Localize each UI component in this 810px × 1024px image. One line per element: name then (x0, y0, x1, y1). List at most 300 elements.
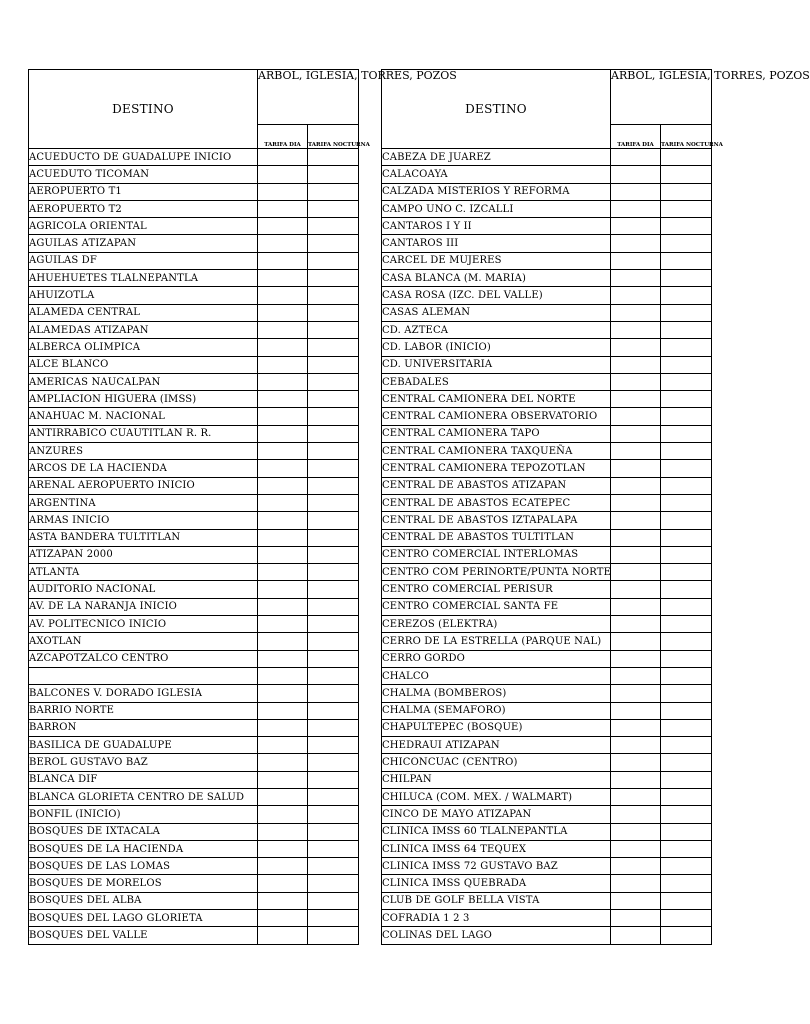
table-row (29, 443, 359, 460)
destination-name: BARRON (29, 719, 258, 736)
tarifa-dia-cell (611, 546, 661, 563)
destination-name: CHALMA (BOMBEROS) (382, 685, 611, 702)
tarifa-nocturna-cell (308, 892, 359, 909)
destination-name: CENTRO COMERCIAL SANTA FE (382, 598, 611, 615)
destination-name: ALAMEDAS ATIZAPAN (29, 321, 258, 338)
destination-name: ARMAS INICIO (29, 512, 258, 529)
tarifa-nocturna-cell (308, 719, 359, 736)
table-row (382, 252, 712, 269)
table-row (382, 702, 712, 719)
table-row (29, 598, 359, 615)
tarifa-dia-cell (258, 667, 308, 684)
tarifa-nocturna-cell (661, 650, 712, 667)
tarifa-nocturna-cell (308, 616, 359, 633)
tarifa-nocturna-cell (661, 391, 712, 408)
destination-name: AHUEHUETES TLALNEPANTLA (29, 270, 258, 287)
destination-name: CENTRO COMERCIAL PERISUR (382, 581, 611, 598)
destination-name: AHUIZOTLA (29, 287, 258, 304)
tarifa-dia-cell (258, 460, 308, 477)
tarifa-dia-cell (258, 166, 308, 183)
destination-name: ASTA BANDERA TULTITLAN (29, 529, 258, 546)
tarifa-nocturna-cell (308, 408, 359, 425)
table-row (29, 183, 359, 200)
tarifa-dia-cell (611, 443, 661, 460)
tarifa-dia-cell (258, 823, 308, 840)
destination-name: ANZURES (29, 443, 258, 460)
tarifa-dia-cell (258, 512, 308, 529)
destination-name: CENTRAL CAMIONERA TAPO (382, 425, 611, 442)
tarifa-dia-cell (611, 667, 661, 684)
destination-name: CHICONCUAC (CENTRO) (382, 754, 611, 771)
table-row (382, 737, 712, 754)
tarifa-dia-cell (258, 304, 308, 321)
tarifa-dia-cell (258, 149, 308, 166)
table-row (29, 512, 359, 529)
tarifa-dia-cell (611, 183, 661, 200)
table-row (29, 633, 359, 650)
destination-name: BOSQUES DE LA HACIENDA (29, 840, 258, 857)
tarifa-nocturna-cell (308, 373, 359, 390)
tarifa-dia-cell (611, 425, 661, 442)
destination-name: BLANCA GLORIETA CENTRO DE SALUD (29, 788, 258, 805)
tarifa-dia-cell (611, 304, 661, 321)
tarifa-nocturna-cell (308, 287, 359, 304)
tarifa-nocturna-cell (661, 166, 712, 183)
tarifa-dia-cell (611, 564, 661, 581)
destination-name: CLINICA IMSS QUEBRADA (382, 875, 611, 892)
table-row (382, 235, 712, 252)
table-row (29, 788, 359, 805)
table-body (29, 149, 359, 945)
destination-name: CANTAROS I Y II (382, 218, 611, 235)
tarifa-nocturna-cell (661, 460, 712, 477)
tarifa-nocturna-cell (661, 598, 712, 615)
table-row (382, 581, 712, 598)
table-row (382, 200, 712, 217)
destination-name: CHILPAN (382, 771, 611, 788)
destination-name: CHALCO (382, 667, 611, 684)
tarifa-nocturna-cell (661, 252, 712, 269)
table-row (382, 149, 712, 166)
tarifa-nocturna-cell (308, 339, 359, 356)
table-body (382, 149, 712, 945)
destination-name: CERRO GORDO (382, 650, 611, 667)
tarifa-dia-cell (611, 339, 661, 356)
table-row (29, 737, 359, 754)
destination-name: AEROPUERTO T2 (29, 200, 258, 217)
tarifa-nocturna-cell (308, 166, 359, 183)
destino-header: DESTINO (29, 70, 258, 149)
tarifa-nocturna-cell (661, 685, 712, 702)
tarifa-dia-cell (611, 494, 661, 511)
tarifa-dia-cell (611, 650, 661, 667)
destination-name: ALCE BLANCO (29, 356, 258, 373)
destination-name: ALAMEDA CENTRAL (29, 304, 258, 321)
destination-name: CASA ROSA (IZC. DEL VALLE) (382, 287, 611, 304)
table-row (382, 633, 712, 650)
destination-name: CHEDRAUI ATIZAPAN (382, 737, 611, 754)
table-row (382, 927, 712, 944)
tarifa-dia-cell (258, 339, 308, 356)
destination-name: CENTRAL DE ABASTOS ATIZAPAN (382, 477, 611, 494)
table-row (29, 287, 359, 304)
tarifa-nocturna-header: TARIFA NOCTURNA (308, 125, 359, 149)
table-row (29, 910, 359, 927)
tarifa-nocturna-cell (661, 373, 712, 390)
tarifa-dia-cell (258, 270, 308, 287)
tarifa-dia-cell (611, 166, 661, 183)
tarifa-dia-cell (258, 235, 308, 252)
table-row (382, 598, 712, 615)
tarifa-nocturna-cell (661, 719, 712, 736)
destination-name: BLANCA DIF (29, 771, 258, 788)
table-row (382, 840, 712, 857)
table-row (382, 512, 712, 529)
tarifa-nocturna-cell (308, 737, 359, 754)
tarifa-nocturna-cell (661, 771, 712, 788)
table-row (29, 719, 359, 736)
table-row (29, 667, 359, 684)
table-row (382, 754, 712, 771)
tarifa-nocturna-cell (308, 927, 359, 944)
table-row (29, 564, 359, 581)
tarifa-dia-cell (611, 218, 661, 235)
table-row (382, 166, 712, 183)
tarifa-dia-cell (611, 373, 661, 390)
destination-name: BOSQUES DE LAS LOMAS (29, 858, 258, 875)
table-row (382, 270, 712, 287)
tarifa-dia-cell (258, 840, 308, 857)
destination-name (29, 667, 258, 684)
tarifa-dia-cell (258, 754, 308, 771)
destination-name: AEROPUERTO T1 (29, 183, 258, 200)
tarifa-dia-cell (611, 270, 661, 287)
table-row (382, 823, 712, 840)
tarifa-nocturna-cell (661, 408, 712, 425)
tarifa-dia-header: TARIFA DIA (258, 125, 308, 149)
tarifa-nocturna-cell (308, 702, 359, 719)
table-row (382, 771, 712, 788)
destination-name: AV. DE LA NARANJA INICIO (29, 598, 258, 615)
tarifa-dia-cell (611, 875, 661, 892)
destination-name: CENTRAL CAMIONERA DEL NORTE (382, 391, 611, 408)
destination-name: AGUILAS DF (29, 252, 258, 269)
table-row (29, 425, 359, 442)
tarifa-dia-cell (258, 529, 308, 546)
tarifa-nocturna-cell (308, 685, 359, 702)
tarifa-dia-cell (258, 616, 308, 633)
tarifa-dia-cell (258, 581, 308, 598)
tariff-table (381, 69, 810, 945)
table-row (29, 927, 359, 944)
tarifa-nocturna-cell (308, 771, 359, 788)
tarifa-dia-cell (611, 529, 661, 546)
tarifa-dia-cell (258, 806, 308, 823)
table-row (382, 667, 712, 684)
tarifa-nocturna-cell (661, 287, 712, 304)
tarifa-nocturna-cell (661, 633, 712, 650)
tarifa-dia-cell (258, 927, 308, 944)
table-row (29, 235, 359, 252)
tarifa-nocturna-cell (661, 858, 712, 875)
table-row (29, 650, 359, 667)
table-row (29, 771, 359, 788)
table-row (29, 581, 359, 598)
tarifa-dia-cell (258, 183, 308, 200)
tarifa-nocturna-cell (661, 910, 712, 927)
table-row (382, 546, 712, 563)
tarifa-nocturna-cell (661, 443, 712, 460)
destination-name: CENTRAL CAMIONERA OBSERVATORIO (382, 408, 611, 425)
destination-name: ARENAL AEROPUERTO INICIO (29, 477, 258, 494)
table-row (29, 149, 359, 166)
tarifa-dia-cell (258, 252, 308, 269)
tarifa-dia-cell (611, 737, 661, 754)
tarifa-nocturna-cell (308, 633, 359, 650)
destination-name: BOSQUES DEL VALLE (29, 927, 258, 944)
tarifa-dia-cell (611, 512, 661, 529)
destination-name: COLINAS DEL LAGO (382, 927, 611, 944)
tarifa-nocturna-cell (308, 546, 359, 563)
destination-name: BONFIL (INICIO) (29, 806, 258, 823)
tarifa-nocturna-cell (661, 875, 712, 892)
table-row (382, 408, 712, 425)
destination-name: CERRO DE LA ESTRELLA (PARQUE NAL) (382, 633, 611, 650)
tarifa-nocturna-cell (308, 564, 359, 581)
table-row (382, 875, 712, 892)
destination-name: ACUEDUCTO DE GUADALUPE INICIO (29, 149, 258, 166)
destination-name: CAMPO UNO C. IZCALLI (382, 200, 611, 217)
tarifa-dia-cell (258, 598, 308, 615)
table-row (29, 892, 359, 909)
tarifa-nocturna-cell (308, 823, 359, 840)
tarifa-nocturna-cell (661, 235, 712, 252)
tarifa-nocturna-cell (661, 737, 712, 754)
tarifa-dia-cell (258, 373, 308, 390)
tarifa-nocturna-cell (308, 529, 359, 546)
table-row (382, 858, 712, 875)
tarifa-nocturna-cell (308, 910, 359, 927)
table-row (29, 494, 359, 511)
table-row (382, 356, 712, 373)
tarifa-dia-cell (258, 425, 308, 442)
destination-name: AMPLIACION HIGUERA (IMSS) (29, 391, 258, 408)
tarifa-nocturna-cell (661, 321, 712, 338)
tarifa-dia-cell (258, 443, 308, 460)
table-row (382, 564, 712, 581)
destination-name: AZCAPOTZALCO CENTRO (29, 650, 258, 667)
tarifa-nocturna-cell (308, 183, 359, 200)
table-row (29, 529, 359, 546)
destination-name: COFRADIA 1 2 3 (382, 910, 611, 927)
tarifa-dia-cell (611, 633, 661, 650)
tarifa-nocturna-cell (661, 564, 712, 581)
tarifa-nocturna-cell (661, 494, 712, 511)
tarifa-nocturna-cell (661, 892, 712, 909)
tarifa-nocturna-cell (308, 667, 359, 684)
table-row (29, 702, 359, 719)
table-row (29, 339, 359, 356)
destination-name: CLUB DE GOLF BELLA VISTA (382, 892, 611, 909)
destination-name: BARRIO NORTE (29, 702, 258, 719)
tarifa-nocturna-cell (661, 806, 712, 823)
tarifa-nocturna-cell (661, 840, 712, 857)
tarifa-dia-cell (611, 252, 661, 269)
table-row (29, 218, 359, 235)
tarifa-dia-cell (611, 477, 661, 494)
table-row (382, 287, 712, 304)
tarifa-dia-cell (258, 771, 308, 788)
tarifa-dia-cell (611, 719, 661, 736)
tarifa-nocturna-cell (308, 218, 359, 235)
tarifa-nocturna-cell (308, 391, 359, 408)
tarifa-nocturna-cell (308, 149, 359, 166)
tarifa-nocturna-cell (661, 667, 712, 684)
tarifa-nocturna-cell (661, 581, 712, 598)
tarifa-dia-cell (611, 806, 661, 823)
tarifa-nocturna-cell (661, 788, 712, 805)
destino-header: DESTINO (382, 70, 611, 149)
destination-name: ARGENTINA (29, 494, 258, 511)
tarifa-dia-cell (611, 823, 661, 840)
table-row (29, 823, 359, 840)
table-row (29, 685, 359, 702)
destination-name: CD. AZTECA (382, 321, 611, 338)
tarifa-dia-cell (258, 650, 308, 667)
table-row (382, 460, 712, 477)
tarifa-dia-cell (611, 149, 661, 166)
table-row (29, 252, 359, 269)
table-row (382, 650, 712, 667)
destination-name: CD. LABOR (INICIO) (382, 339, 611, 356)
tarifa-nocturna-cell (308, 581, 359, 598)
tarifa-dia-cell (258, 858, 308, 875)
tarifa-dia-cell (258, 321, 308, 338)
table-row (382, 719, 712, 736)
tarifa-dia-cell (258, 356, 308, 373)
tarifa-nocturna-cell (661, 183, 712, 200)
destination-name: CD. UNIVERSITARIA (382, 356, 611, 373)
tariff-table-right (381, 69, 810, 945)
table-row (382, 529, 712, 546)
tarifa-nocturna-cell (661, 149, 712, 166)
table-row (382, 477, 712, 494)
table-row (382, 425, 712, 442)
table-row (382, 494, 712, 511)
tarifa-nocturna-cell (661, 616, 712, 633)
destination-name: CLINICA IMSS 64 TEQUEX (382, 840, 611, 857)
tarifa-nocturna-cell (661, 356, 712, 373)
destination-name: CARCEL DE MUJERES (382, 252, 611, 269)
tarifa-dia-cell (611, 200, 661, 217)
destination-name: ATLANTA (29, 564, 258, 581)
tarifa-nocturna-cell (661, 200, 712, 217)
destination-name: ATIZAPAN 2000 (29, 546, 258, 563)
tarifa-nocturna-cell (308, 252, 359, 269)
destination-name: AGUILAS ATIZAPAN (29, 235, 258, 252)
tarifa-dia-cell (258, 564, 308, 581)
table-row (382, 183, 712, 200)
tarifa-dia-cell (611, 598, 661, 615)
tarifa-nocturna-cell (308, 304, 359, 321)
destination-name: CANTAROS III (382, 235, 611, 252)
destination-name: CLINICA IMSS 60 TLALNEPANTLA (382, 823, 611, 840)
destination-name: BASILICA DE GUADALUPE (29, 737, 258, 754)
table-row (382, 304, 712, 321)
destination-name: AV. POLITECNICO INICIO (29, 616, 258, 633)
tarifa-nocturna-cell (661, 823, 712, 840)
tarifa-nocturna-cell (308, 321, 359, 338)
tarifa-dia-cell (611, 927, 661, 944)
tarifa-dia-cell (611, 788, 661, 805)
table-row (29, 754, 359, 771)
destination-name: ANAHUAC M. NACIONAL (29, 408, 258, 425)
tarifa-dia-cell (611, 771, 661, 788)
destination-name: BOSQUES DEL LAGO GLORIETA (29, 910, 258, 927)
tarifa-dia-cell (611, 754, 661, 771)
tarifa-dia-cell (611, 581, 661, 598)
table-row (29, 391, 359, 408)
destination-name: CALZADA MISTERIOS Y REFORMA (382, 183, 611, 200)
destination-name: CENTRAL CAMIONERA TEPOZOTLAN (382, 460, 611, 477)
tarifa-dia-cell (258, 910, 308, 927)
table-row (29, 304, 359, 321)
tarifa-nocturna-cell (308, 858, 359, 875)
tarifa-nocturna-cell (308, 512, 359, 529)
tarifa-nocturna-cell (308, 460, 359, 477)
tarifa-dia-cell (258, 875, 308, 892)
tarifa-nocturna-cell (308, 806, 359, 823)
tarifa-dia-cell (258, 494, 308, 511)
table-row (382, 321, 712, 338)
table-row (29, 356, 359, 373)
table-row (382, 373, 712, 390)
tarifa-dia-cell (611, 858, 661, 875)
table-row (382, 339, 712, 356)
destination-name: BEROL GUSTAVO BAZ (29, 754, 258, 771)
destination-name: AMERICAS NAUCALPAN (29, 373, 258, 390)
tarifa-dia-cell (611, 408, 661, 425)
tarifa-nocturna-cell (308, 788, 359, 805)
tarifa-nocturna-cell (661, 702, 712, 719)
destination-name: AGRICOLA ORIENTAL (29, 218, 258, 235)
destination-name: CASAS ALEMAN (382, 304, 611, 321)
tarifa-nocturna-cell (661, 477, 712, 494)
destination-name: ALBERCA OLIMPICA (29, 339, 258, 356)
tarifa-nocturna-cell (661, 425, 712, 442)
tarifa-dia-cell (611, 702, 661, 719)
table-row (29, 321, 359, 338)
destination-name: CALACOAYA (382, 166, 611, 183)
tarifa-dia-cell (258, 546, 308, 563)
table-row (29, 806, 359, 823)
destination-name: BALCONES V. DORADO IGLESIA (29, 685, 258, 702)
tarifa-dia-cell (258, 633, 308, 650)
tarifa-dia-cell (258, 477, 308, 494)
tarifa-nocturna-cell (661, 218, 712, 235)
tarifa-dia-header: TARIFA DIA (611, 125, 661, 149)
tarifa-nocturna-cell (308, 443, 359, 460)
tarifa-dia-cell (611, 910, 661, 927)
tarifa-nocturna-cell (308, 235, 359, 252)
tarifa-nocturna-cell (661, 304, 712, 321)
tarifa-nocturna-cell (308, 425, 359, 442)
destination-name: BOSQUES DEL ALBA (29, 892, 258, 909)
table-row (29, 460, 359, 477)
group-header: ARBOL, IGLESIA, TORRES, POZOS (611, 70, 712, 125)
destination-name: CENTRO COM PERINORTE/PUNTA NORTE (382, 564, 611, 581)
tarifa-dia-cell (611, 616, 661, 633)
